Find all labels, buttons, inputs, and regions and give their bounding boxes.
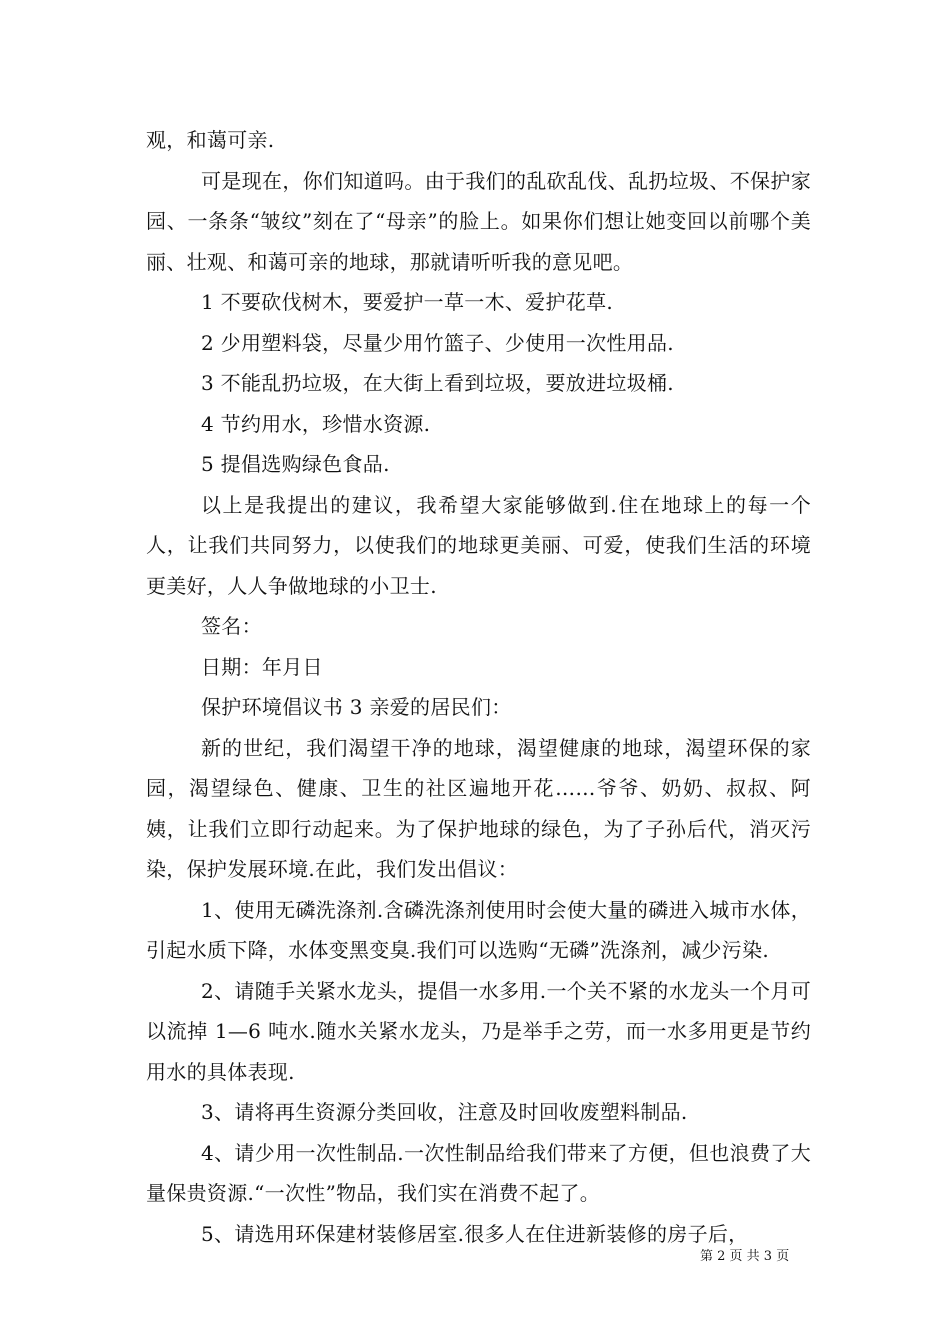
list-item: 3、请将再生资源分类回收，注意及时回收废塑料制品. <box>201 1100 688 1124</box>
date-line: 日期：年月日 <box>201 654 323 679</box>
list-item: 5 提倡选购绿色食品. <box>201 452 390 476</box>
paragraph: 以上是我提出的建议，我希望大家能够做到.住在地球上的每一个人，让我们共同努力，以使我们的地球更美丽、可爱，使我们生活的环境更美好，人人争做地球的小卫士. <box>146 492 811 598</box>
list-item: 1 不要砍伐树木，要爱护一草一木、爱护花草. <box>201 290 614 314</box>
list-item: 2 少用塑料袋，尽量少用竹篮子、少使用一次性用品. <box>201 330 674 355</box>
list-item: 2、请随手关紧水龙头，提倡一水多用.一个关不紧的水龙头一个月可以流掉 1—6 吨水.随水关紧水龙头，乃是举手之劳，而一水多用更是节约用水的具体表现. <box>146 978 811 1084</box>
page-number: 第 2 页 共 3 页 <box>700 1249 790 1264</box>
paragraph: 新的世纪，我们渴望干净的地球，渴望健康的地球，渴望环保的家园，渴望绿色、健康、卫生的社区遍地开花……爷爷、奶奶、叔叔、阿姨，让我们立即行动起来。为了保护地球的绿色，为了子孙后代，消灭污染，保护发展环境.在此，我们发出倡议： <box>146 735 811 881</box>
list-item: 4 节约用水，珍惜水资源. <box>201 411 431 436</box>
list-item: 4、请少用一次性制品.一次性制品给我们带来了方便，但也浪费了大量保贵资源.“一次性”物品，我们实在消费不起了。 <box>146 1140 811 1205</box>
document-body <box>146 120 811 1254</box>
paragraph: 可是现在，你们知道吗。由于我们的乱砍乱伐、乱扔垃圾、不保护家园、一条条“皱纹”刻在了“母亲”的脸上。如果你们想让她变回以前哪个美丽、壮观、和蔼可亲的地球，那就请听听我的意见吧。 <box>146 168 811 274</box>
list-item: 3 不能乱扔垃圾，在大街上看到垃圾，要放进垃圾桶. <box>201 371 674 395</box>
section-heading: 保护环境倡议书 3 亲爱的居民们： <box>201 695 512 719</box>
list-item: 5、请选用环保建材装修居室.很多人在住进新装修的房子后， <box>201 1221 749 1246</box>
paragraph: 观，和蔼可亲. <box>146 128 275 152</box>
list-item: 1、使用无磷洗涤剂.含磷洗涤剂使用时会使大量的磷进入城市水体，引起水质下降，水体变黑变臭.我们可以选购“无磷”洗涤剂，减少污染. <box>146 897 811 962</box>
signature-line: 签名： <box>201 614 262 638</box>
